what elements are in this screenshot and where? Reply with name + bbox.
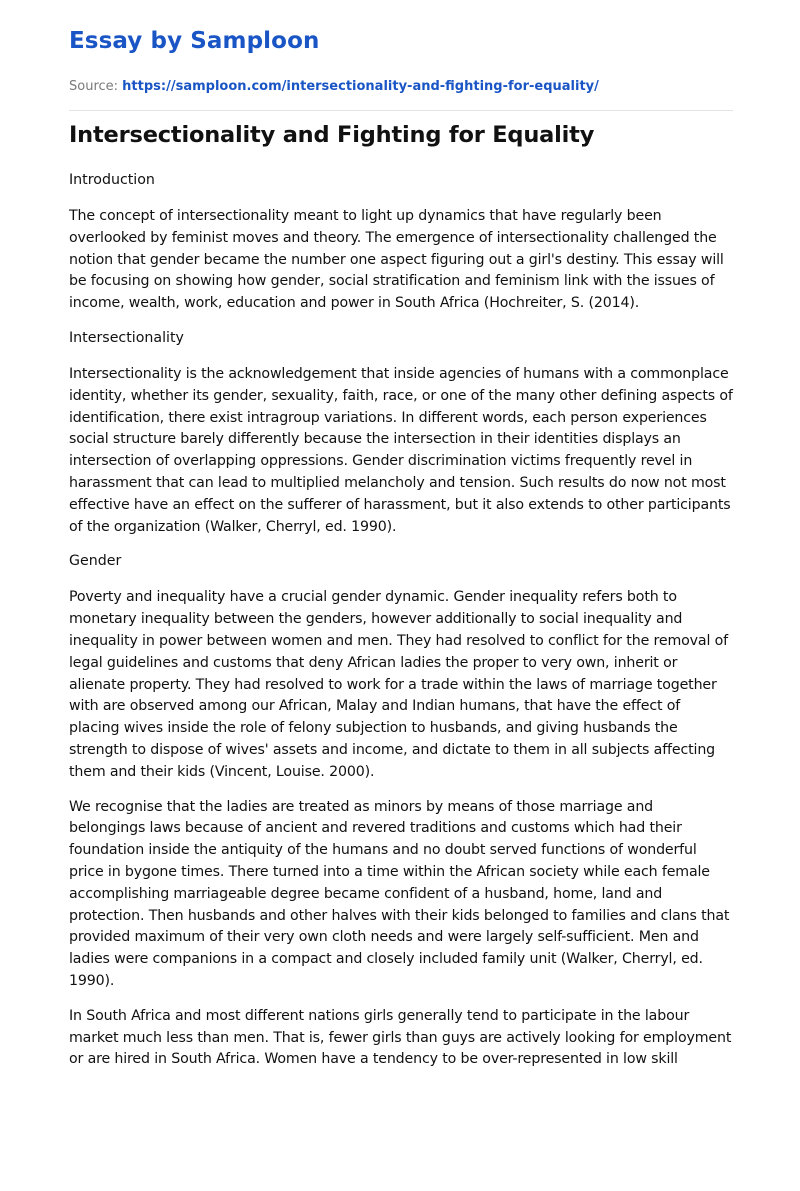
source-line	[69, 79, 599, 94]
paragraph: We recognise that the ladies are treated as minors by means of those marriage and belongings laws because of ancient and revered traditions and customs which had their foundation inside the antiquity of the humans and no doubt served functions of wonderful price in bygone times. There turned into a time within the African society while each female accomplishing marriageable degree became confident of a husband, home, land and protection. Then husbands and other halves with their kids belonged to families and clans that provided maximum of their very own cloth needs and were largely self-sufficient. Men and ladies were companions in a compact and closely included family unit (Walker, Cherryl, ed. 1990).	[69, 798, 730, 989]
article-body	[69, 170, 733, 1071]
paragraph: In South Africa and most different nations girls generally tend to participate in the labour market much less than men. That is, fewer girls than guys are actively looking for employment or are hired in South Africa. Women have a tendency to be over-represented in low skill	[69, 1007, 732, 1068]
source-link[interactable]: https://samploon.com/intersectionality-and-fighting-for-equality/	[122, 79, 599, 94]
section-heading-introduction: Introduction	[69, 172, 155, 188]
brand-title: Essay by Samploon	[69, 28, 320, 54]
source-label: Source:	[69, 79, 119, 94]
paragraph: Poverty and inequality have a crucial gender dynamic. Gender inequality refers both to monetary inequality between the genders, however additionally to social inequality and inequality in power between women and men. They had resolved to conflict for the removal of legal guidelines and customs that deny African ladies the proper to very own, inherit or alienate property. They had resolved to work for a trade within the laws of marriage together with are observed among our African, Malay and Indian humans, that have the effect of placing wives inside the role of felony subjection to husbands, and giving husbands the strength to dispose of wives' assets and income, and dictate to them in all subjects affecting them and their kids (Vincent, Louise. 2000).	[69, 589, 728, 780]
article-title: Intersectionality and Fighting for Equality	[69, 122, 595, 148]
section-heading-intersectionality: Intersectionality	[69, 329, 184, 346]
paragraph: Intersectionality is the acknowledgement that inside agencies of humans with a commonplace identity, whether its gender, sexuality, faith, race, or one of the many other defining aspects of identification, there exist intragroup variations. In different words, each person experiences social structure barely differently because the intersection in their identities displays an intersection of overlapping oppressions. Gender discrimination victims frequently revel in harassment that can lead to multiplied melancholy and tension. Such results do now not most effective have an effect on the sufferer of harassment, but it also extends to other participants of the organization (Walker, Cherryl, ed. 1990).	[69, 365, 733, 535]
section-heading-gender: Gender	[69, 553, 122, 570]
header-divider	[69, 110, 733, 111]
paragraph: The concept of intersectionality meant to light up dynamics that have regularly been overlooked by feminist moves and theory. The emergence of intersectionality challenged the notion that gender became the number one aspect figuring out a girl's destiny. This essay will be focusing on showing how gender, social stratification and feminism link with the issues of income, wealth, work, education and power in South Africa (Hochreiter, S. (2014).	[69, 208, 724, 312]
